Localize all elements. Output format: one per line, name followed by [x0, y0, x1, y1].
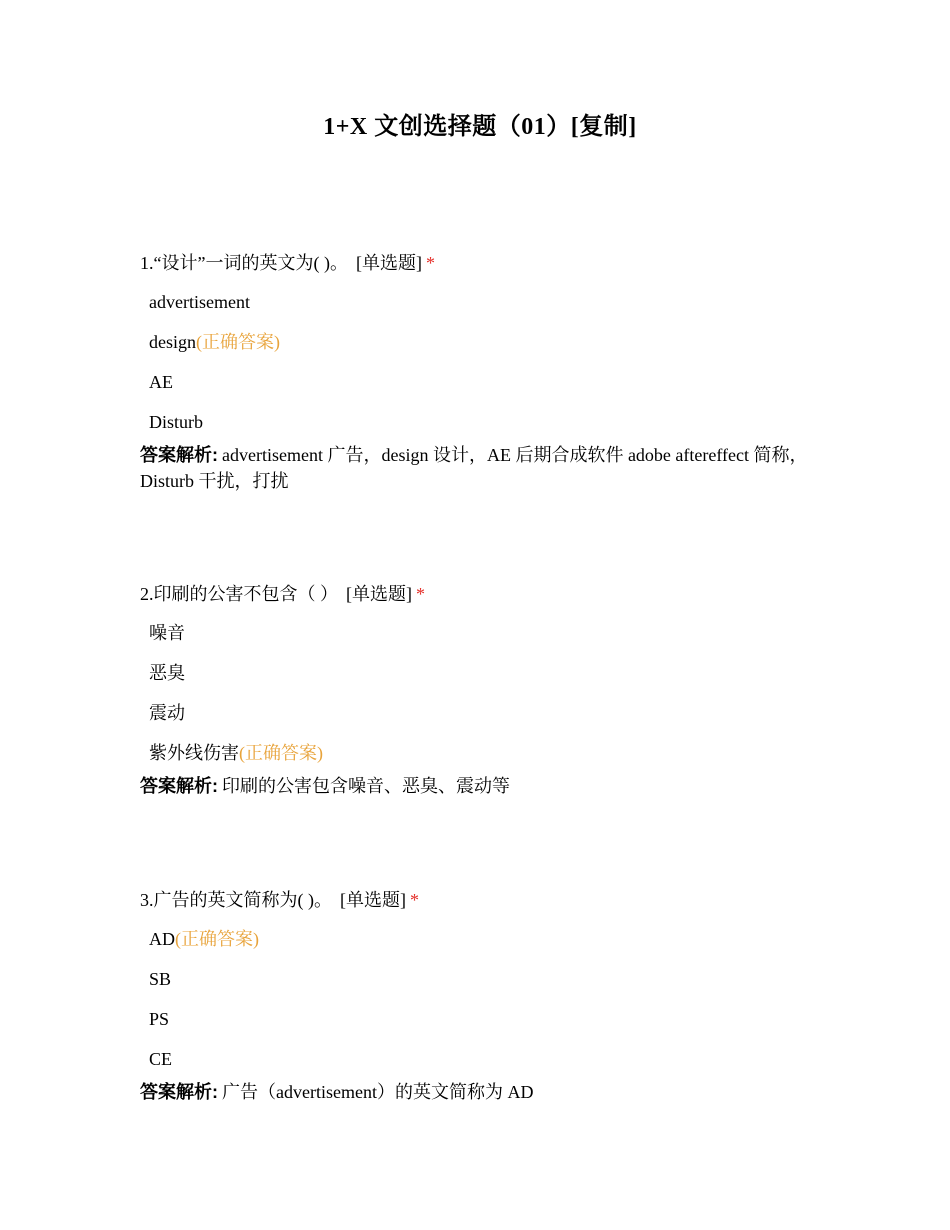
answer-analysis — [140, 1079, 810, 1105]
option-text: design — [149, 332, 196, 352]
page-title: 1+X 文创选择题（01）[复制] — [323, 114, 637, 140]
option-c[interactable] — [140, 693, 810, 733]
option-text: PS — [149, 1009, 170, 1029]
option-d[interactable] — [140, 402, 810, 442]
correct-answer-tag: (正确答案) — [175, 929, 259, 949]
option-b[interactable] — [140, 653, 810, 693]
option-text: Disturb — [149, 412, 203, 432]
option-text: SB — [149, 969, 172, 989]
answer-analysis — [140, 773, 810, 799]
correct-answer-tag: (正确答案) — [239, 743, 323, 763]
option-text: CE — [149, 1049, 173, 1069]
options-list — [140, 607, 810, 773]
analysis-label: 答案解析: — [140, 776, 218, 796]
question-type: [单选题] — [340, 890, 406, 910]
required-mark: * — [425, 253, 435, 273]
option-a[interactable] — [140, 282, 810, 322]
question-stem — [140, 887, 810, 913]
question-stem — [140, 250, 810, 276]
required-mark: * — [416, 584, 425, 604]
required-mark: * — [410, 890, 419, 910]
options-list — [140, 276, 810, 442]
question-type: [单选题] — [346, 584, 412, 604]
answer-analysis — [140, 442, 810, 494]
option-b[interactable] — [140, 959, 810, 999]
correct-answer-tag: (正确答案) — [196, 332, 280, 352]
question-2 — [140, 581, 810, 799]
option-text: 紫外线伤害 — [149, 743, 239, 763]
question-stem — [140, 581, 810, 607]
options-list — [140, 913, 810, 1079]
option-text: 恶臭 — [149, 663, 185, 683]
analysis-text: 广告（advertisement）的英文简称为 AD — [222, 1082, 534, 1102]
option-d[interactable] — [140, 733, 810, 773]
question-3 — [140, 887, 810, 1105]
question-type: [单选题] — [355, 253, 422, 273]
option-text: AE — [149, 372, 173, 392]
analysis-text: 印刷的公害包含噪音、恶臭、震动等 — [222, 776, 510, 796]
option-text: advertisement — [149, 292, 250, 312]
option-c[interactable] — [140, 999, 810, 1039]
option-text: AD — [149, 929, 175, 949]
analysis-label: 答案解析: — [140, 445, 218, 465]
question-1 — [140, 250, 810, 494]
option-a[interactable] — [140, 613, 810, 653]
analysis-text: advertisement 广告，design 设计，AE 后期合成软件 adobe aftereffect 简称，Disturb 干扰，打扰 — [140, 445, 808, 491]
option-b[interactable] — [140, 322, 810, 362]
option-text: 震动 — [149, 703, 185, 723]
question-text: 3.广告的英文简称为( )。 — [140, 890, 332, 910]
question-text: 1.“设计”一词的英文为( )。 — [140, 253, 348, 273]
option-text: 噪音 — [149, 623, 185, 643]
option-c[interactable] — [140, 362, 810, 402]
option-a[interactable] — [140, 919, 810, 959]
option-d[interactable] — [140, 1039, 810, 1079]
analysis-label: 答案解析: — [140, 1082, 218, 1102]
question-text: 2.印刷的公害不包含（ ） — [140, 584, 338, 604]
